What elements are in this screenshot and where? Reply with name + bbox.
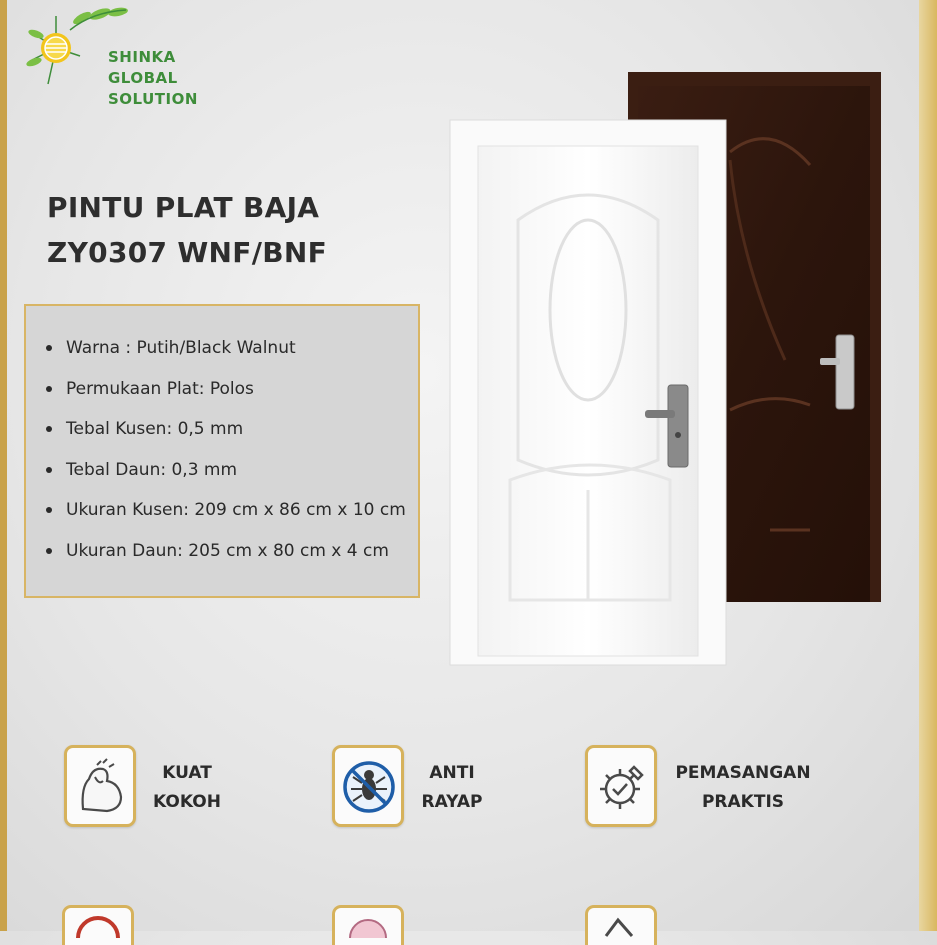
bullet-icon [46, 548, 52, 554]
price-icon [332, 905, 404, 945]
spec-item [42, 450, 418, 491]
spec-box [24, 304, 420, 598]
security-icon [62, 905, 134, 945]
product-title-line-1: PINTU PLAT BAJA [47, 191, 320, 224]
spec-text: Warna : Putih/Black Walnut [66, 338, 296, 358]
brand-line-3: SOLUTION [108, 90, 198, 108]
door-product-image [440, 60, 900, 680]
spec-item [42, 490, 418, 531]
feature-line-2: PRAKTIS [701, 792, 785, 812]
feature-line-2: KOKOH [153, 792, 221, 812]
spec-list [26, 306, 418, 572]
tools-icon [585, 905, 657, 945]
feature-label [144, 759, 230, 817]
gear-check-icon [585, 745, 657, 827]
feature-line-1: PEMASANGAN [675, 763, 811, 783]
brand-name [108, 47, 198, 110]
feature-label [673, 759, 813, 817]
bullet-icon [46, 426, 52, 432]
spec-item [42, 531, 418, 572]
bullet-icon [46, 386, 52, 392]
strong-arm-icon [64, 745, 136, 827]
spec-text: Permukaan Plat: Polos [66, 378, 254, 399]
feature-line-1: ANTI [429, 763, 475, 783]
right-gold-edge [919, 0, 937, 931]
spec-item [42, 369, 418, 410]
feature-line-1: KUAT [162, 763, 212, 783]
bullet-icon [46, 467, 52, 473]
spec-text: Ukuran Kusen: 209 cm x 86 cm x 10 cm [66, 500, 406, 521]
spec-text: Tebal Daun: 0,3 mm [66, 459, 238, 480]
brand-line-2: GLOBAL [108, 69, 178, 87]
bullet-icon [46, 345, 52, 351]
no-termite-icon [332, 745, 404, 827]
left-gold-edge [0, 0, 7, 931]
brand-line-1: SHINKA [108, 48, 176, 66]
spec-text: Ukuran Daun: 205 cm x 80 cm x 4 cm [66, 540, 389, 561]
feature-anti-rayap [332, 745, 522, 835]
spec-item [42, 409, 418, 450]
white-door [450, 120, 726, 665]
product-title-line-2: ZY0307 WNF/BNF [47, 236, 328, 269]
bullet-icon [46, 507, 52, 513]
product-title [47, 185, 327, 275]
feature-kuat-kokoh [64, 745, 254, 835]
spec-item [42, 328, 418, 369]
spec-text: Tebal Kusen: 0,5 mm [66, 419, 244, 440]
feature-line-2: RAYAP [421, 792, 483, 812]
feature-pemasangan-praktis [585, 745, 835, 835]
feature-label [412, 759, 492, 817]
